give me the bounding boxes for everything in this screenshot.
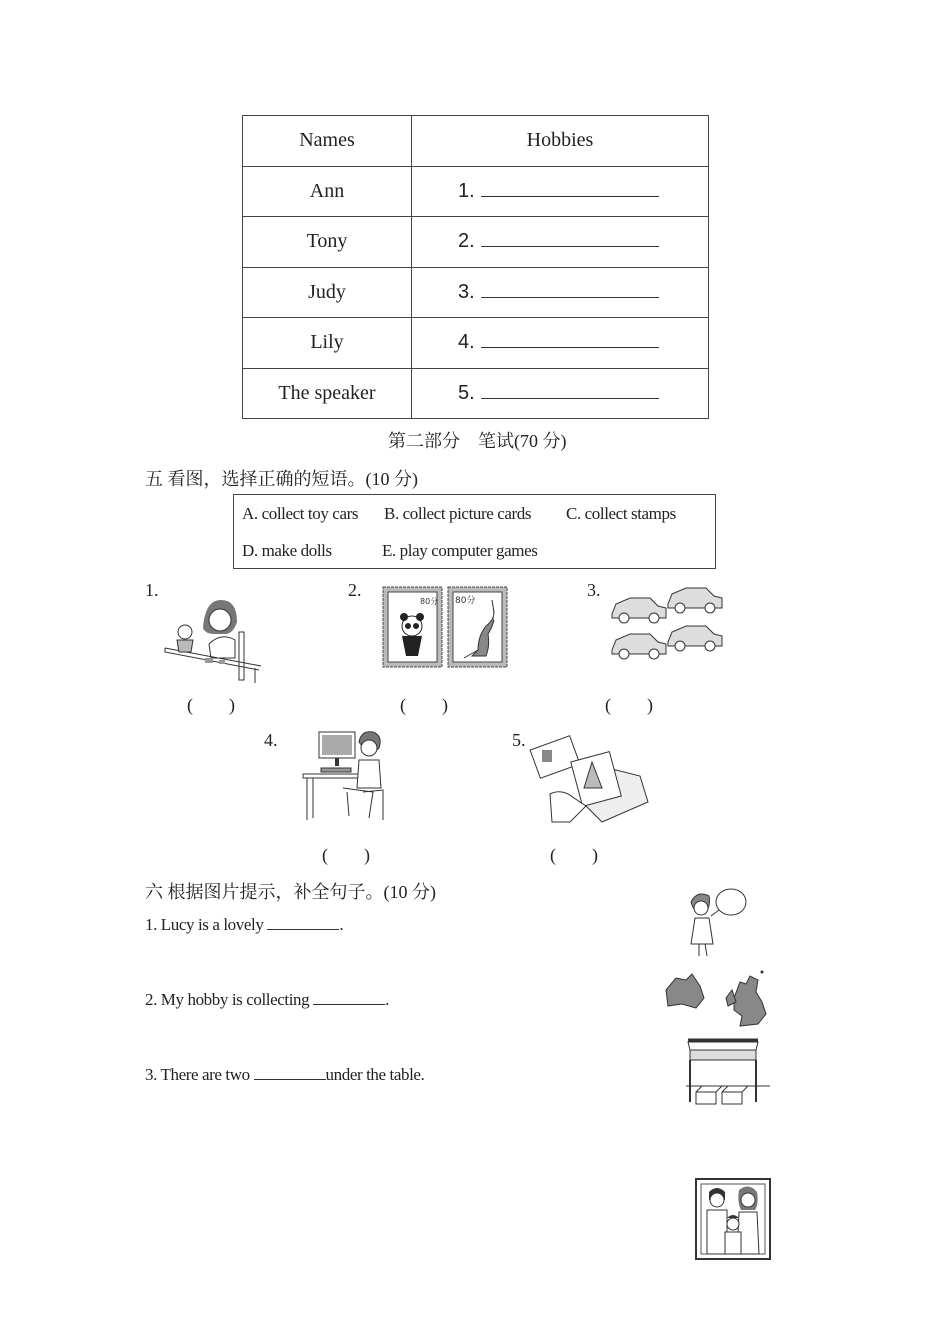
option-b: B. collect picture cards: [384, 504, 532, 523]
family-photo-icon: [695, 1178, 771, 1260]
item-number: 1.: [145, 580, 159, 600]
girl-making-doll-icon: [163, 588, 263, 683]
answer-paren[interactable]: ( ): [187, 695, 235, 715]
sentence-1: 1. Lucy is a lovely .: [145, 915, 344, 934]
row-number: 5.: [458, 381, 475, 404]
table-row: [243, 368, 709, 419]
option-e: E. play computer games: [382, 541, 538, 560]
item-number: 4.: [264, 730, 278, 750]
item-number: 3.: [587, 580, 601, 600]
boy-at-computer-icon: [303, 730, 385, 822]
row-name: Lily: [243, 318, 412, 369]
maps-icon: [662, 968, 772, 1030]
answer-paren[interactable]: ( ): [605, 695, 653, 715]
row-number: 1.: [458, 179, 475, 202]
row-name: Judy: [243, 267, 412, 318]
answer-paren[interactable]: ( ): [322, 845, 370, 865]
item-number: 5.: [512, 730, 526, 750]
svg-text:80分: 80分: [455, 596, 476, 606]
girl-with-balloon-icon: [683, 888, 749, 960]
row-name: Ann: [243, 166, 412, 217]
answer-blank[interactable]: [481, 230, 659, 247]
table-header-row: [243, 116, 709, 167]
table-row: [243, 217, 709, 268]
stamps-icon: [382, 586, 510, 668]
header-names: Names: [243, 116, 412, 167]
section6-title: 六 根据图片提示，补全句子。(10 分): [145, 882, 436, 902]
option-a: A. collect toy cars: [242, 504, 359, 523]
option-c: C. collect stamps: [566, 504, 676, 523]
table-row: [243, 267, 709, 318]
answer-blank[interactable]: [481, 331, 659, 348]
boxes-under-table-icon: [686, 1036, 770, 1108]
answer-blank[interactable]: [481, 180, 659, 197]
option-d: D. make dolls: [242, 541, 332, 560]
part-title: 第二部分 笔试(70 分): [388, 431, 567, 451]
section5-title: 五 看图，选择正确的短语。(10 分): [145, 469, 418, 489]
answer-blank[interactable]: [313, 990, 385, 1005]
answer-blank[interactable]: [481, 281, 659, 298]
hobbies-table: [242, 115, 709, 419]
svg-text:80分: 80分: [420, 597, 439, 606]
header-hobbies: Hobbies: [412, 116, 709, 167]
row-number: 2.: [458, 230, 475, 253]
sentence-2: 2. My hobby is collecting .: [145, 990, 389, 1009]
row-name: Tony: [243, 217, 412, 268]
sentence-3: 3. There are two under the table.: [145, 1065, 425, 1084]
table-row: [243, 318, 709, 369]
answer-paren[interactable]: ( ): [550, 845, 598, 865]
toy-cars-icon: [610, 586, 728, 666]
table-row: [243, 166, 709, 217]
row-number: 3.: [458, 280, 475, 303]
options-box: [233, 494, 716, 569]
answer-blank[interactable]: [254, 1065, 326, 1080]
answer-paren[interactable]: ( ): [400, 695, 448, 715]
answer-blank[interactable]: [481, 382, 659, 399]
row-name: The speaker: [243, 368, 412, 419]
row-number: 4.: [458, 331, 475, 354]
picture-cards-icon: [530, 736, 652, 824]
answer-blank[interactable]: [267, 915, 339, 930]
item-number: 2.: [348, 580, 362, 600]
